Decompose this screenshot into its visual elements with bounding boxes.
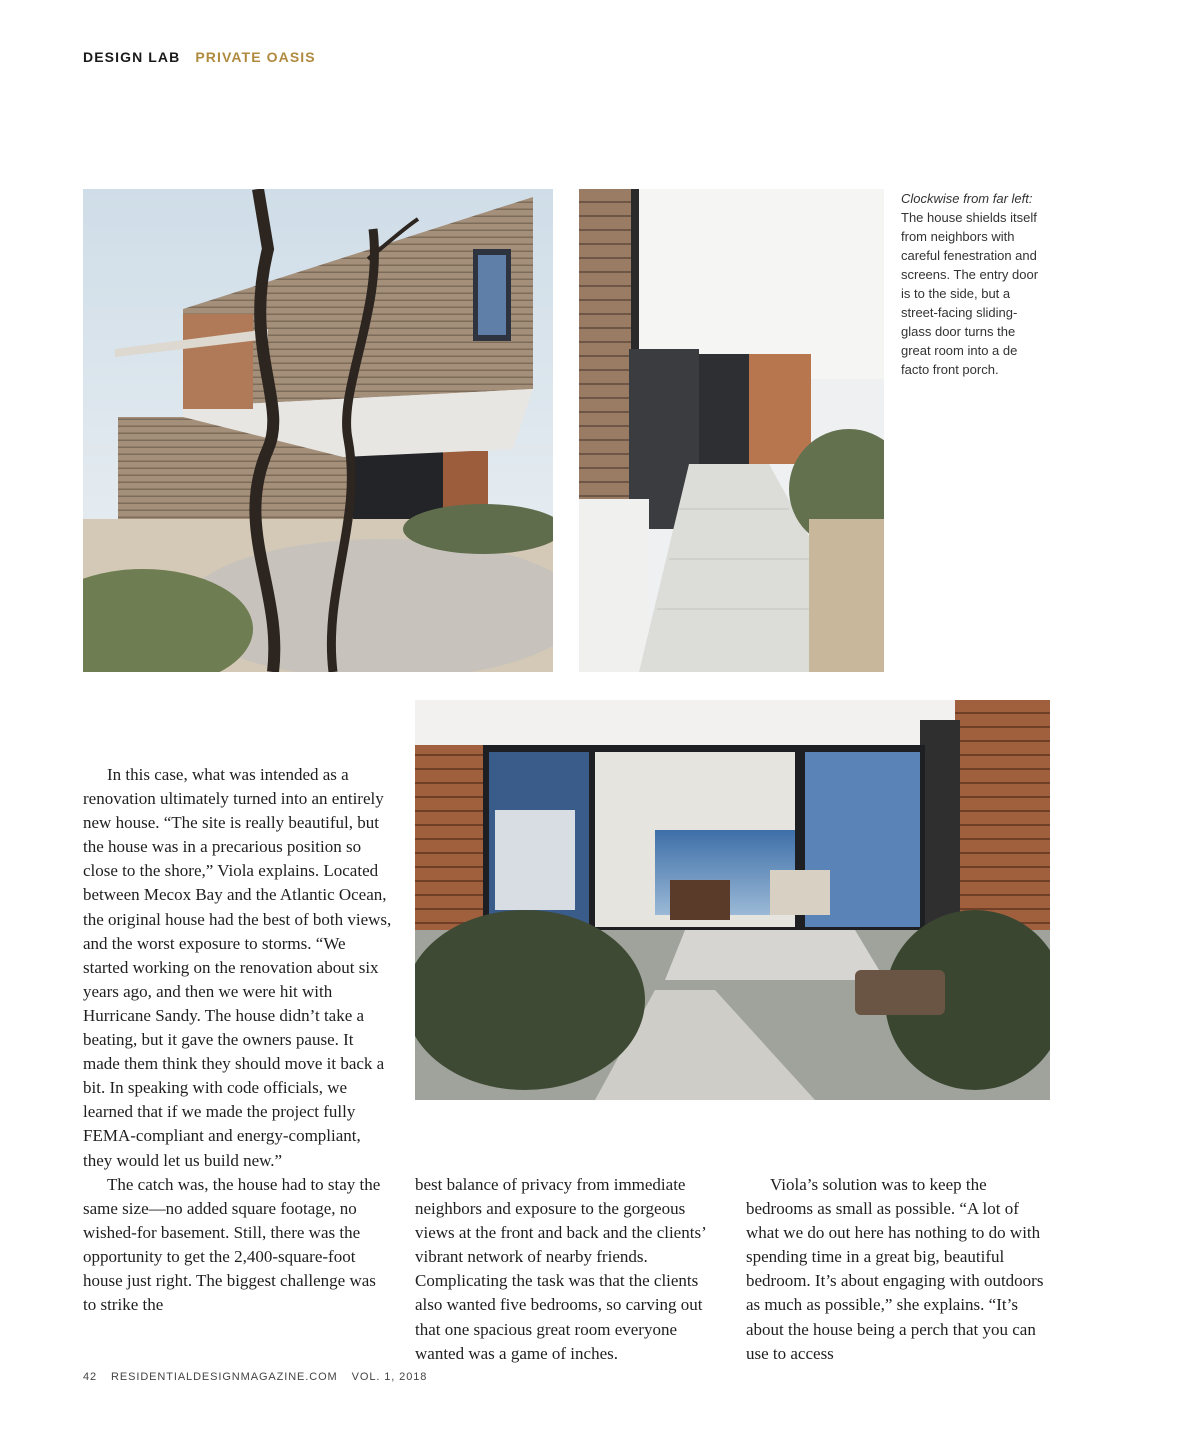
photo-caption bbox=[901, 189, 1046, 379]
section-label: DESIGN LAB bbox=[83, 49, 181, 65]
great-room-sliding-door-photo bbox=[415, 700, 1050, 1100]
page-number: 42 bbox=[83, 1371, 98, 1383]
article-column-1 bbox=[83, 763, 393, 1317]
subsection-label: PRIVATE OASIS bbox=[195, 49, 316, 65]
entry-walkway-photo bbox=[579, 189, 884, 672]
article-column-2 bbox=[415, 1173, 721, 1366]
article-column-3 bbox=[746, 1173, 1048, 1366]
page-footer bbox=[83, 1371, 441, 1383]
article-paragraph: In this case, what was intended as a renovation ultimately turned into an entirely new house. “The site is really beautiful, but the house was in a precarious position so close to the shore,” Viola explains. Located between Mecox Bay and the Atlantic Ocean, the original house had the best of both views, and the worst exposure to storms. “We started working on the renovation about six years ago, and then we were hit with Hurricane Sandy. The house didn’t take a beating, but it gave the owners pause. It made them think they should move it back a bit. In speaking with code officials, we learned that if we made the project fully FEMA-compliant and energy-compliant, they would let us build new.” bbox=[83, 765, 392, 1170]
caption-text: The house shields itself from neighbors with careful fenestration and screens. The entry door is to the side, but a street-facing sliding-glass door turns the great room into a de facto front porch. bbox=[901, 210, 1039, 377]
footer-issue: VOL. 1, 2018 bbox=[351, 1371, 428, 1383]
footer-site: RESIDENTIALDESIGNMAGAZINE.COM bbox=[111, 1371, 338, 1383]
page-header bbox=[83, 49, 316, 65]
caption-lead: Clockwise from far left: bbox=[901, 191, 1033, 206]
article-paragraph: Viola’s solution was to keep the bedrooms as small as possible. “A lot of what we do out here has nothing to do with spending time in a great big, beautiful bedroom. It’s about engaging with outdoors as much as possible,” she explains. “It’s about the house being a perch that you can use to access bbox=[746, 1175, 1044, 1363]
article-paragraph: best balance of privacy from immediate neighbors and exposure to the gorgeous views at the front and back and the clients’ vibrant network of nearby friends. Complicating the task was that the clients also wanted five bedrooms, so carving out that one spacious great room everyone wanted was a game of inches. bbox=[415, 1175, 706, 1363]
article-paragraph: The catch was, the house had to stay the same size—no added square footage, no wished-for basement. Still, there was the opportunity to get the 2,400-square-foot house just right. The biggest challenge was to strike the bbox=[83, 1174, 381, 1315]
house-exterior-with-tree-photo bbox=[83, 189, 553, 672]
